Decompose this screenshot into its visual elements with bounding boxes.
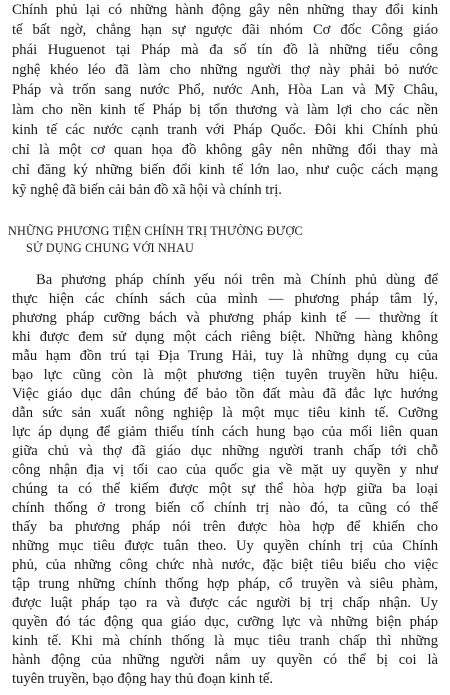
text-line: tế bất ngờ, chẳng hạn sự ngược đãi nhóm Cơ đốc Công giáo	[12, 22, 438, 38]
text-line: được luật pháp tạo ra và được các người bị trị chấp nhận. Uy	[12, 595, 438, 611]
text-line: khi được đem sử dụng một cách riêng biệt. Những hàng không	[12, 329, 438, 345]
text-line: mẫu hạm đồn trú tại Địa Trung Hải, tuy là những dụng cụ của	[12, 348, 438, 364]
text-line: chỉ là một cơ quan họa đồ không gây nên những đổi thay mà	[12, 142, 438, 158]
text-line: kinh tế các nước cạnh tranh với Pháp Quốc. Đôi khi Chính phủ	[12, 122, 438, 138]
text-line: chỉ đăng ký những biến đổi kinh tế lớn lao, như cuộc cách mạng	[12, 162, 438, 178]
text-line: chúng ta có thể kiếm được một sự thể hòa hợp giữa ba loại	[12, 481, 438, 497]
text-line: làm cho nền kinh tế Pháp bị tổn thương và làm lợi cho các nền	[12, 102, 438, 118]
text-line: phủ, của những công chức nhà nước, đặc biệt tiêu biểu cho việc	[12, 557, 438, 573]
text-line: kinh tế. Khi mà chính thống là mục tiêu tranh chấp thì những	[12, 633, 438, 649]
heading-line: NHỮNG PHƯƠNG TIỆN CHÍNH TRỊ THƯỜNG ĐƯỢC	[8, 224, 303, 238]
text-line: phương pháp cưỡng bách và phương pháp kinh tế — thường ít	[12, 310, 438, 326]
text-line: Ba phương pháp chính yếu nói trên mà Chính phủ dùng để	[36, 272, 438, 288]
text-line: phái Huguenot tại Pháp mà đa số tín đồ là những tiểu công	[12, 42, 438, 58]
text-line: tuyên truyền, bạo động hay thủ đoạn kinh tế.	[12, 671, 274, 687]
text-line: kỹ nghệ đã biến cải bản đồ xã hội và chính trị.	[12, 182, 282, 198]
text-line: chính thống ở trong biến cố chính trị nào đó, ta cũng có thể	[12, 500, 438, 516]
text-line: những mục tiêu được tuân theo. Uy quyền chính trị của Chính	[12, 538, 438, 554]
text-line: thực hiện các chính sách của mình — phương pháp tâm lý,	[12, 291, 438, 307]
text-line: quyền đó tác động qua giáo dục, cưỡng lực và những biện pháp	[12, 614, 438, 630]
text-line: dẫn sức sản xuất nông nghiệp là một mục tiêu kinh tế. Cưỡng	[12, 405, 438, 421]
text-line: lực áp dụng để giảm thiểu tính cách hung bạo của mối liên quan	[12, 424, 438, 440]
text-line: hành động của những người nắm uy quyền có thể bị coi là	[12, 652, 438, 668]
text-line: thấy ba phương pháp nói trên được hòa hợp để khiến cho	[12, 519, 438, 535]
text-line: bạo lực cũng còn là một phương tiện tuyên truyền hữu hiệu.	[12, 367, 438, 383]
text-line: nghệ khéo léo đã làm cho những người thợ này phải bỏ nước	[12, 62, 438, 78]
text-line: Việc giáo dục dân chúng để bảo tồn đất màu đã đắc lực hướng	[12, 386, 438, 402]
text-line: công nhận địa vị tối cao của quốc gia về mặt uy quyền y như	[12, 462, 438, 478]
text-line: tập trung những chính thống hợp pháp, cổ truyền và siêu phàm,	[12, 576, 438, 592]
heading-line: SỬ DỤNG CHUNG VỚI NHAU	[26, 241, 195, 255]
text-line: Chính phủ lại có những hành động gây nên những thay đổi kinh	[12, 2, 438, 18]
text-line: giữa chủ và thợ đã giáo dục những người tranh chấp tới chỗ	[12, 443, 438, 459]
text-line: Pháp và trốn sang nước Phổ, nước Anh, Hòa Lan và Mỹ Châu,	[12, 82, 438, 98]
